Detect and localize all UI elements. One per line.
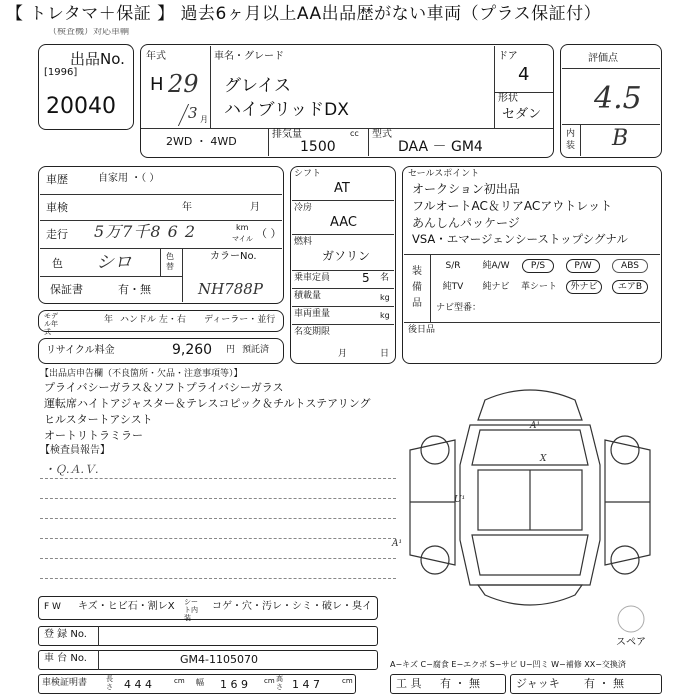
year-label: 年式 [146,51,166,62]
width-label: 幅 [196,678,204,687]
declaration-line-4: オートリトラミラー [44,429,143,442]
recycle-value: 9,260 [172,342,213,358]
length-value: 4 4 4 [124,678,152,691]
year-era: H [150,74,164,95]
interior-score: B [612,126,629,151]
jack-label: ジャッキ [516,677,560,690]
equip-leather-seat: 革シート [521,282,558,292]
declaration-line-2: 運転席ハイトアジャスター＆テレスコピック＆チルトステアリング [44,397,371,410]
warranty-label: 保証書 [50,283,83,296]
displacement-label: 排気量 [272,129,302,140]
declaration-line-3: ヒルスタートアシスト [44,413,153,426]
score-value: 4.5 [594,81,642,116]
recycle-unit: 円 [226,345,236,355]
spare-label: スペア [616,637,646,648]
damage-legend: A−キズ C−腐食 E−エクボ S−サビ U−凹ミ W−補修 XX−交換済 [390,660,626,669]
mileage-unit-km: km [236,223,249,232]
navi-model-label: ナビ型番： [436,303,482,313]
inspector-label: 【検査員報告】 [40,445,110,456]
model-year-year: 年 [104,315,114,325]
equip-power-steering: P/S [522,259,554,273]
declaration-label: 【出品店申告欄（不良箇所・欠品・注意事項等）】 [40,369,243,379]
shift-value: AT [334,181,350,196]
model-year-label: モデル年式 [44,312,58,336]
inspection-month: 月 [250,202,260,213]
name-change-label: 名変期限 [294,327,331,337]
warranty-value: 有・無 [118,283,151,296]
model-year-handle: ハンドル 左・右 [120,315,186,325]
width-unit: cm [264,677,275,685]
drive-type: 2WD ・ 4WD [166,135,237,148]
lot-label: 出品No. [70,50,125,68]
seat-items: コゲ・穴・汚レ・シミ・破レ・臭イ [212,601,372,612]
capacity-value: 5 [362,271,370,285]
sales-line-4: VSA・エマージェンシーストップシグナル [412,232,628,246]
car-name-label: 車名・グレード [214,51,284,62]
mileage-label: 走行 [46,228,68,241]
sales-line-2: フルオートAC＆リアACアウトレット [412,199,613,213]
car-grade: ハイブリッドDX [224,100,349,120]
equip-aftermarket-navi: 外ナビ [566,280,602,294]
mileage-value: 5万7千8 6 2 [94,222,197,241]
weight-label: 車両重量 [294,309,331,319]
capacity-label: 乗車定員 [294,273,331,283]
color-change-label: 色替 [166,252,174,271]
height-label: 高さ [276,675,283,691]
doors-label: ドア [498,51,518,62]
chassis-label: 車 台 No. [44,653,87,664]
mileage-paren: （ ） [256,227,282,240]
width-value: 1 6 9 [220,678,248,691]
color-value: シロ [96,252,132,273]
model-year-dealer: ディーラー・並行 [204,315,276,325]
chassis-number: GM4-1105070 [180,653,258,666]
tools-value: 有 ・ 無 [440,677,480,690]
lot-stamp: [1996] [44,67,78,78]
mileage-unit-mile: マイル [232,235,253,243]
history-value: 自家用 ・（ ） [98,173,160,184]
certificate-label: 車検証明書 [42,678,88,688]
damage-mark-a1-top: A¹ [530,421,541,431]
car-damage-diagram [400,370,660,630]
displacement-value: 1500 [300,139,336,155]
damage-mark-x: X [540,454,547,464]
color-code: NH788P [198,280,263,298]
equip-abs: ABS [612,259,648,273]
equip-tv: 純TV [442,282,464,292]
year-month-suffix: 月 [200,115,208,124]
equip-power-windows: P/W [566,259,600,273]
registration-label: 登 録 No. [44,629,87,640]
tools-label: 工 具 [396,677,422,690]
load-label: 積載量 [294,291,322,301]
length-label: 長さ [106,675,113,691]
length-unit: cm [174,677,185,685]
inspection-year: 年 [182,202,192,213]
car-name: グレイス [224,76,291,96]
capacity-unit: 名 [380,273,390,283]
damage-mark-a1-left: A¹ [392,539,403,549]
shape-value: セダン [502,107,542,122]
ac-label: 冷房 [294,203,313,213]
declaration-line-1: プライバシーガラス＆ソフトプライバシーガラス [44,381,284,394]
banner-title: 【 トレタマ＋保証 】 過去6ヶ月以上AA出品歴がない車両（プラス保証付） [6,4,602,24]
model-code: DAA － GM4 [398,139,483,155]
name-change-month: 月 [338,349,348,359]
year-month: 3 [188,104,198,122]
seat-label: シート内装 [184,598,198,622]
score-label: 評価点 [588,53,618,64]
registration-row [38,626,378,646]
lot-number: 20040 [46,94,116,119]
equip-navi: 純ナビ [482,282,510,292]
equip-airbag: エアB [612,280,648,294]
model-code-label: 型式 [372,129,392,140]
weight-unit: kg [380,311,390,320]
equip-sr: S/R [445,261,461,271]
fw-items: キズ・ヒビ石・割レX [78,601,175,612]
interior-label: 内装 [566,129,576,151]
year-value: 29 [168,70,199,98]
recycle-note: 預託済 [242,345,270,355]
ac-value: AAC [330,215,357,230]
inspector-note: ・Ｑ.Ａ.Ｖ. [44,463,99,476]
fuel-label: 燃料 [294,237,313,247]
after-items-label: 後日品 [408,325,436,335]
damage-mark-u1: U¹ [454,495,466,505]
height-value: 1 4 7 [292,678,320,691]
sales-line-1: オークション初出品 [412,182,520,196]
displacement-unit: cc [350,129,359,138]
history-label: 車歴 [46,173,68,186]
inspection-label: 車検 [46,201,68,214]
sales-point-label: セールスポイント [408,169,480,179]
spare-tire-icon [616,604,646,634]
recycle-label: リサイクル料金 [46,345,115,356]
fw-label: F W [44,602,61,612]
fuel-value: ガソリン [322,249,371,263]
sales-line-3: あんしんパッケージ [412,216,520,230]
equipment-label: 装備品 [412,266,422,309]
color-code-label: カラーNo. [210,251,257,262]
shape-label: 形状 [498,93,518,104]
jack-value: 有 ・ 無 [584,677,624,690]
height-unit: cm [342,677,353,685]
shift-label: シフト [294,169,322,179]
load-unit: kg [380,293,390,302]
equip-alloy-wheels: 純A/W [482,261,510,271]
cut-off-header-text: （検査機）対応車輌 [48,28,130,36]
doors-value: 4 [518,64,530,85]
name-change-day: 日 [380,349,390,359]
color-label: 色 [52,257,63,270]
